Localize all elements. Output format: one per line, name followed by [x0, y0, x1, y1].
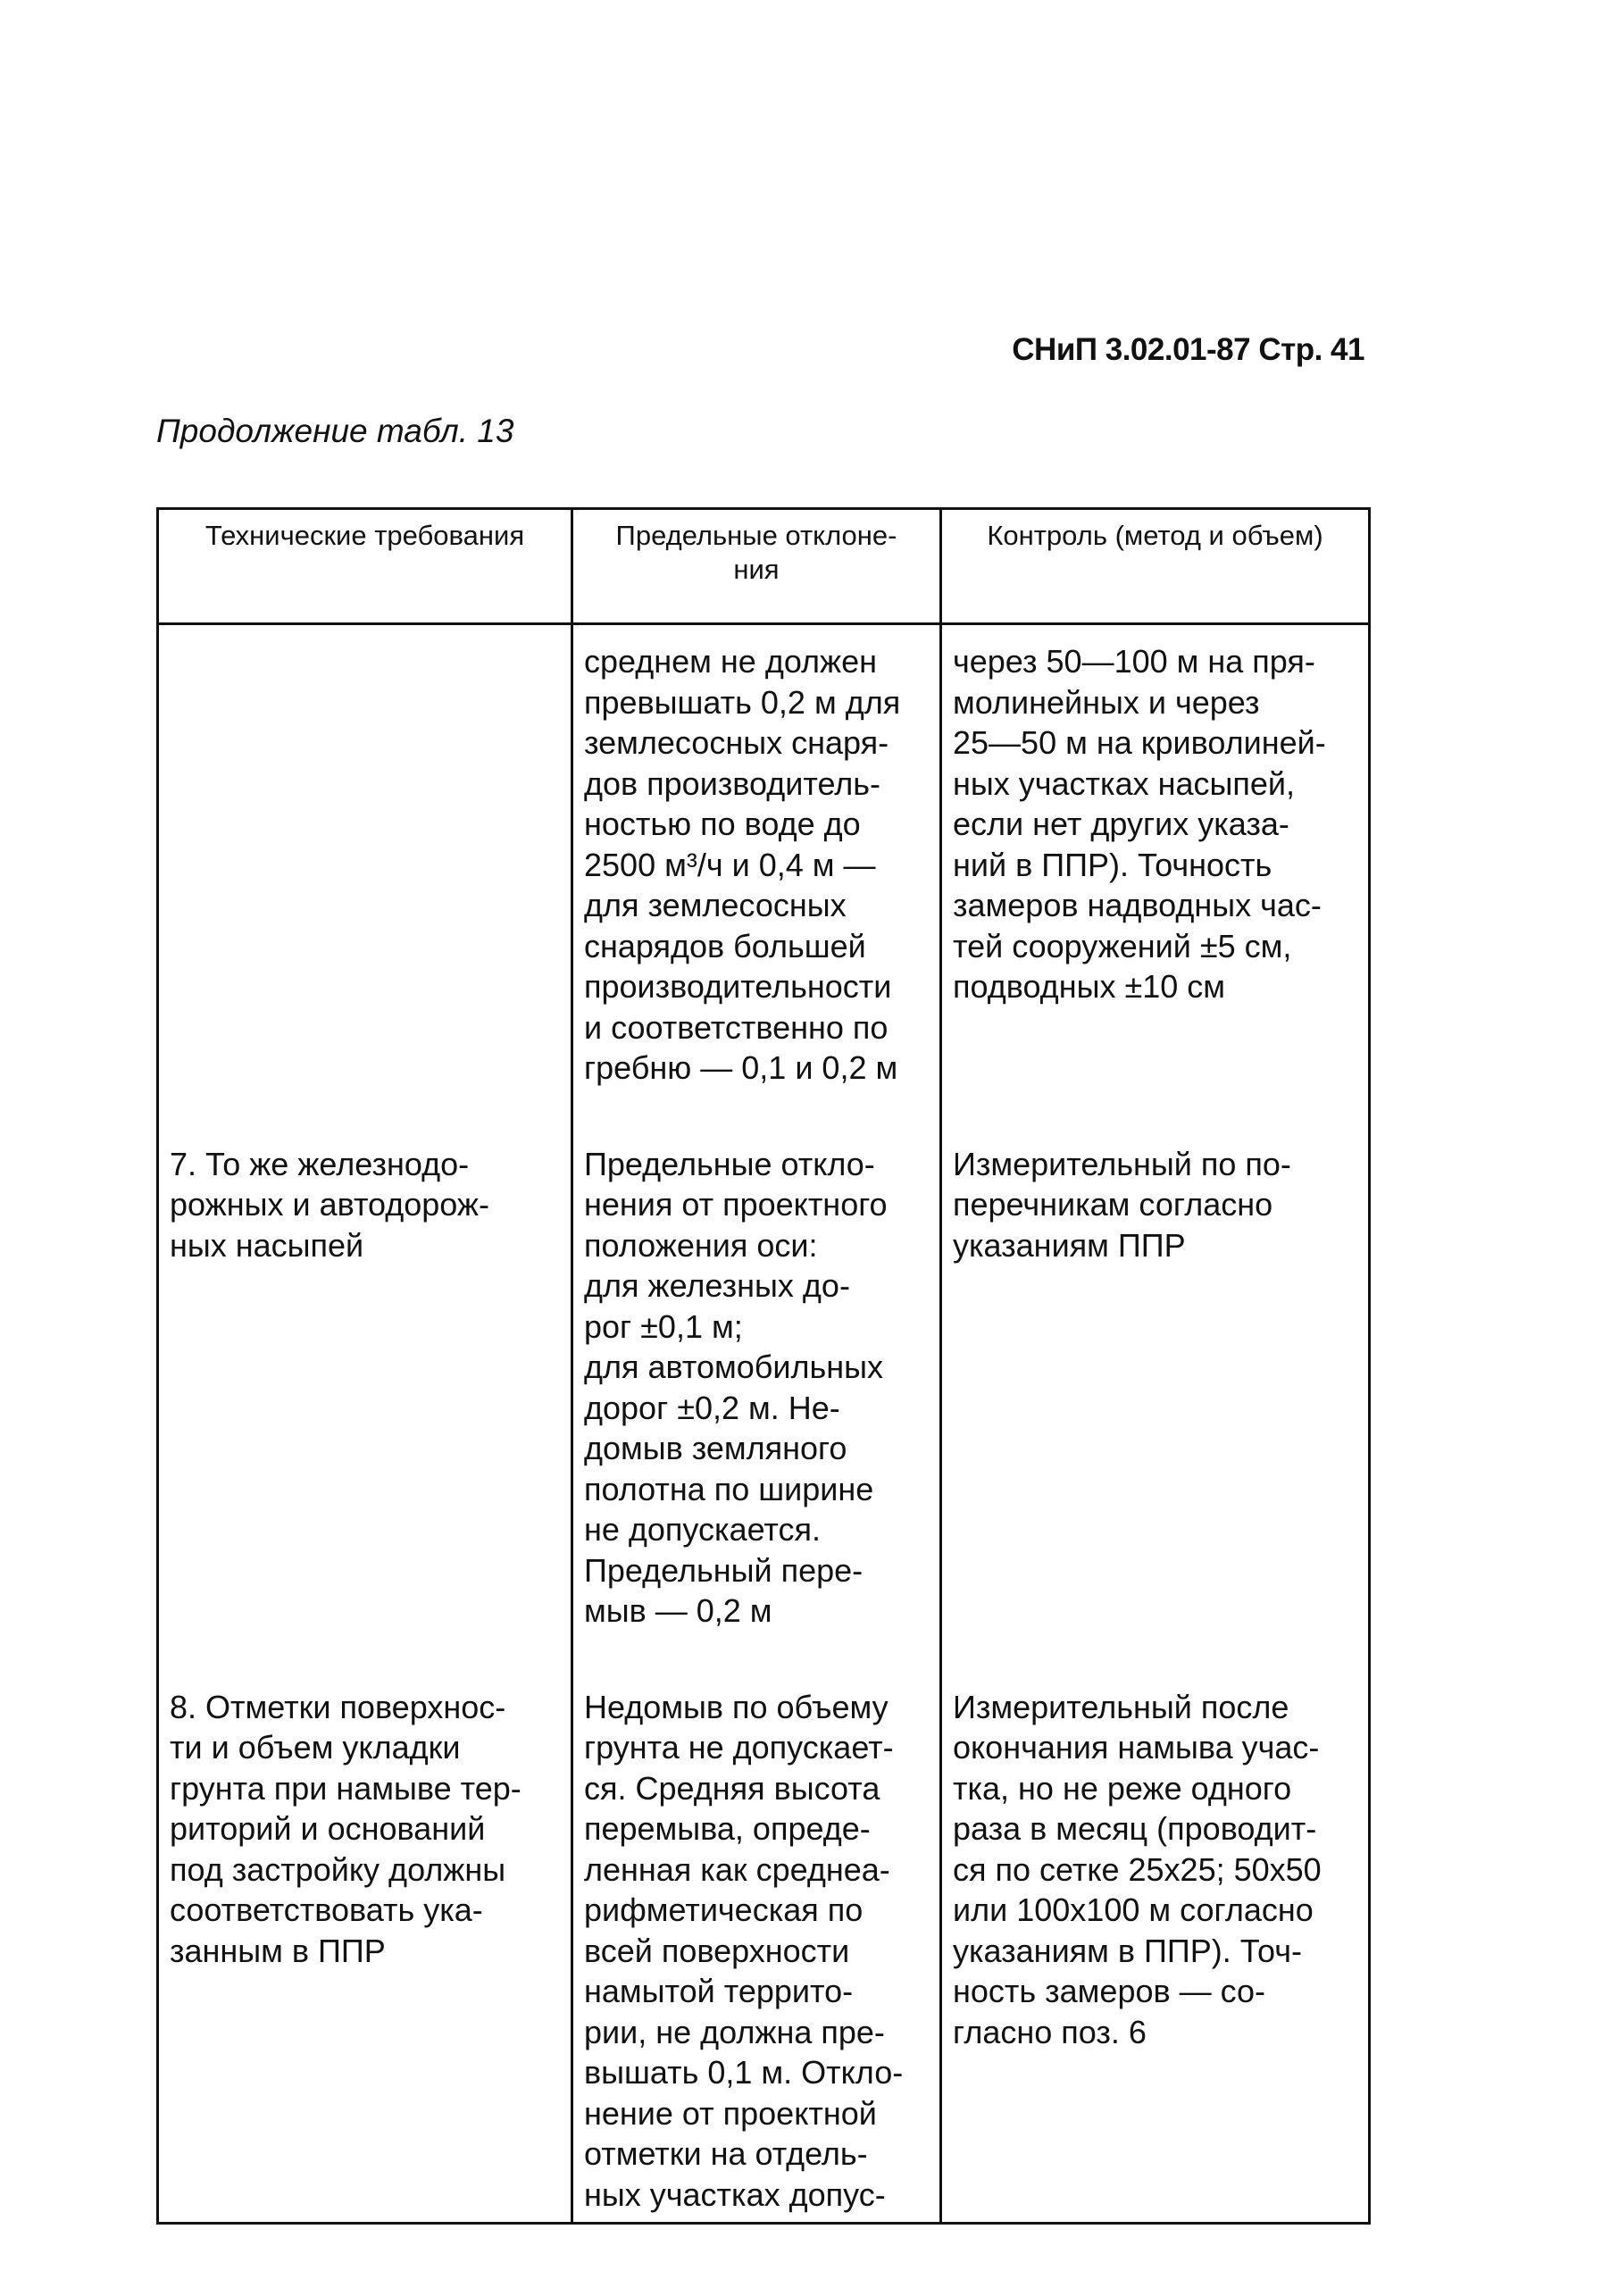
deviation-cell: Недомыв по объему грунта не допускает- ся. Средняя высота перемыва, опреде- ленная как среднеа- рифметическая по всей поверхности намытой террито- рии, не должна пре- вышать 0,1 м. Откло- нение от проектной отметки на отдель- ных участках допус-: [572, 1671, 941, 2224]
table-caption: Продолжение табл. 13: [156, 413, 514, 449]
deviation-cell: Предельные откло- нения от проектного положения оси: для железных до- рог ±0,1 м; для автомобильных дорог ±0,2 м. Не- домыв земляного полотна по ширине не допускается. Предельный пере- мыв — 0,2 м: [572, 1128, 941, 1671]
requirements-table: [156, 507, 1371, 2225]
column-header-control: Контроль (метод и объем): [941, 509, 1370, 624]
table-header-row: [158, 509, 1370, 624]
control-cell: Измерительный после окончания намыва учас- тка, но не реже одного раза в месяц (проводит- ся по сетке 25х25; 50х50 или 100х100 м согласно указаниям в ППР). Точ- ность замеров — со- гласно поз. 6: [941, 1671, 1370, 2224]
column-header-requirements: Технические требования: [158, 509, 572, 624]
requirement-cell: [158, 624, 572, 1128]
requirement-cell: 8. Отметки поверхнос- ти и объем укладки грунта при намыве тер- риторий и оснований под застройку должны соответствовать ука- занным в ППР: [158, 1671, 572, 2224]
table-row: [158, 1128, 1370, 1671]
requirement-cell: 7. То же железнодо- рожных и автодорож- ных насыпей: [158, 1128, 572, 1671]
control-cell: Измерительный по по- перечникам согласно указаниям ППР: [941, 1128, 1370, 1671]
table-row: [158, 624, 1370, 1128]
deviation-cell: среднем не должен превышать 0,2 м для землесосных снаря- дов производитель- ностью по воде до 2500 м³/ч и 0,4 м — для землесосных снарядов большей производительности и соответственно по гребню — 0,1 и 0,2 м: [572, 624, 941, 1128]
column-header-deviations: Предельные отклоне- ния: [572, 509, 941, 624]
running-header: СНиП 3.02.01-87 Стр. 41: [1012, 332, 1364, 367]
control-cell: через 50—100 м на пря- молинейных и через 25—50 м на криволиней- ных участках насыпей, если нет других указа- ний в ППР). Точность замеров надводных час- тей сооружений ±5 см, подводных ±10 см: [941, 624, 1370, 1128]
table-row: [158, 1671, 1370, 2224]
